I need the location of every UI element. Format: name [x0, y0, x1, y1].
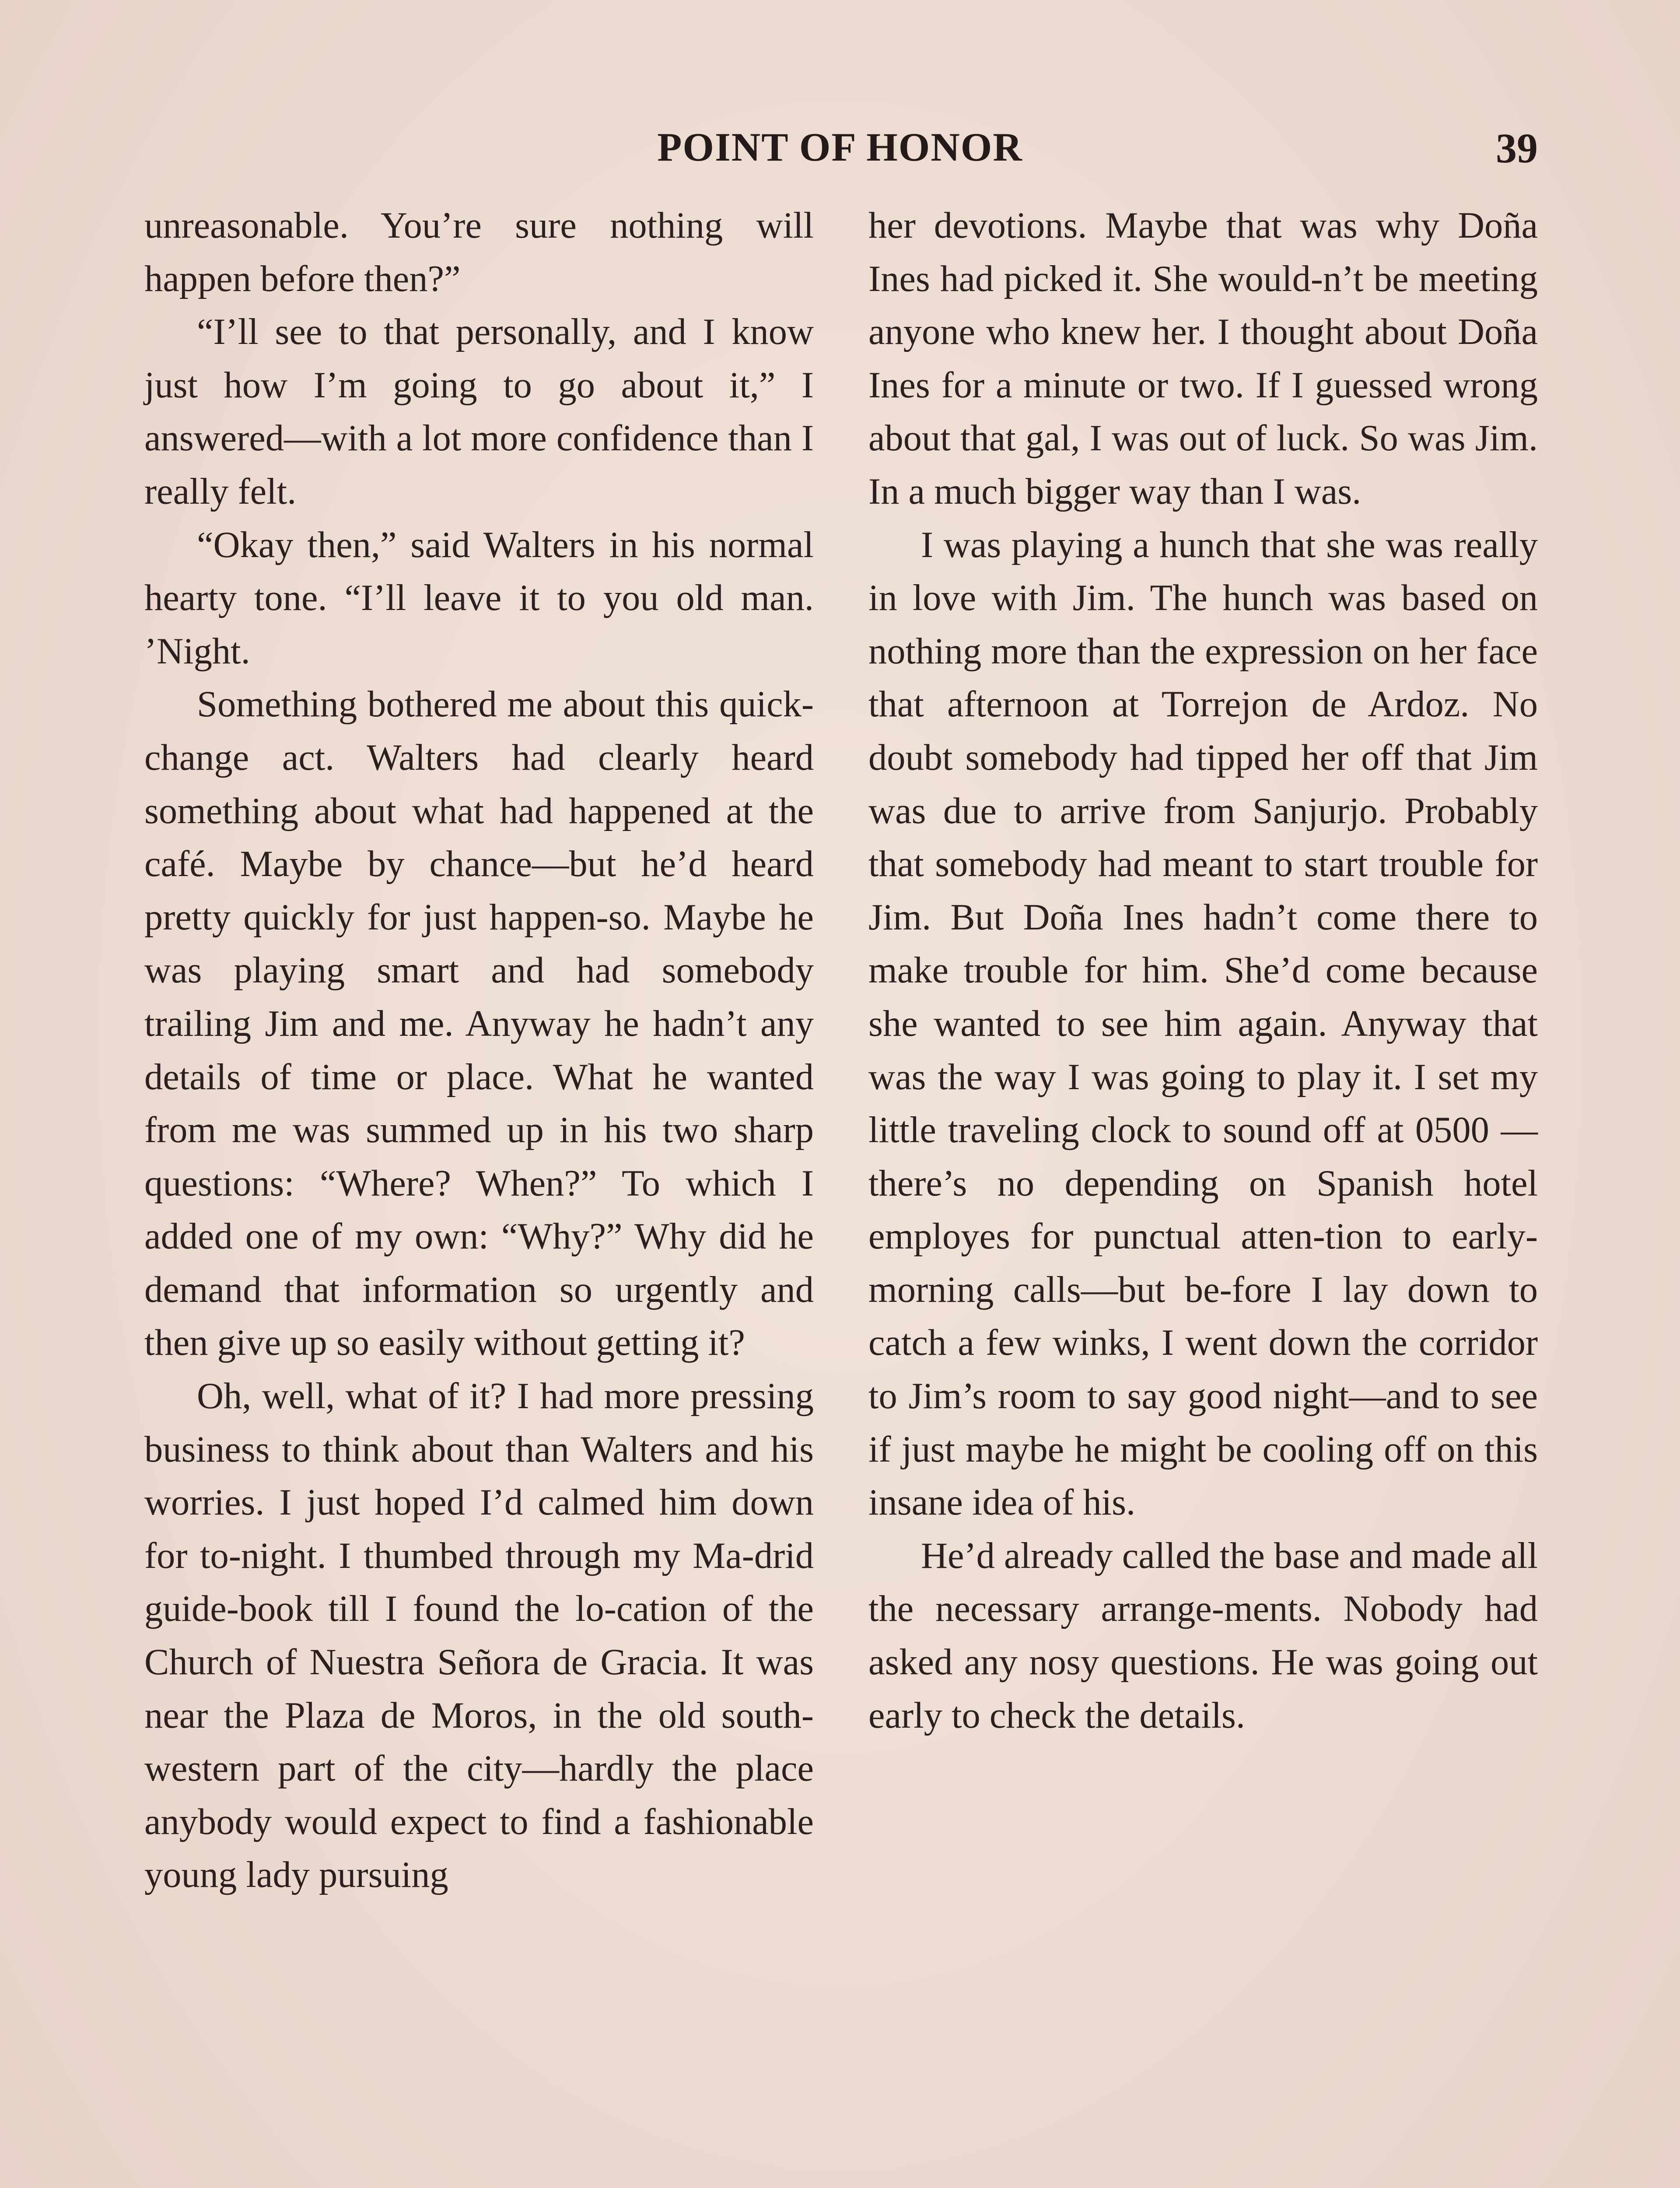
paragraph: Oh, well, what of it? I had more pressing business to think about than Walters and his worries. I just hoped I’d calmed him down for to-night. I thumbed through my Ma-drid guide-book till I found the lo-cation of the Church of Nuestra Señora de Gracia. It was near the Plaza de Moros, in the old south-western part of the city—hardly the place anybody would expect to find a fashionable young lady pursuing	[144, 1376, 814, 1896]
paragraph: I was playing a hunch that she was really in love with Jim. The hunch was based on nothing more than the expression on her face that afternoon at Torrejon de Ardoz. No doubt somebody had tipped her off that Jim was due to arrive from Sanjurjo. Probably that somebody had meant to start trouble for Jim. But Doña Ines hadn’t come there to make trouble for him. She’d come because she wanted to see him again. Anyway that was the way I was going to play it. I set my little traveling clock to sound off at 0500 —there’s no depending on Spanish hotel employes for punctual atten-tion to early-morning calls—but be-fore I lay down to catch a few winks, I went down the corridor to Jim’s room to say good night—and to see if just maybe he might be cooling off on this insane idea of his.	[868, 524, 1538, 1523]
page-number: 39	[1496, 125, 1538, 172]
running-title: POINT OF HONOR	[657, 125, 1023, 169]
paragraph: “I’ll see to that personally, and I know just how I’m going to go about it,” I answered—with a lot more confidence than I really felt.	[144, 312, 814, 512]
left-text-column	[144, 199, 814, 1902]
right-text-column	[868, 199, 1538, 1742]
paragraph: Something bothered me about this quick-change act. Walters had clearly heard something about what had happened at the café. Maybe by chance—but he’d heard pretty quickly for just happen-so. Maybe he was playing smart and had somebody trailing Jim and me. Anyway he hadn’t any details of time or place. What he wanted from me was summed up in his two sharp questions: “Where? When?” To which I added one of my own: “Why?” Why did he demand that information so urgently and then give up so easily without getting it?	[144, 684, 814, 1364]
paragraph: “Okay then,” said Walters in his normal hearty tone. “I’ll leave it to you old man. ’Night.	[144, 524, 814, 672]
paragraph: unreasonable. You’re sure nothing will happen before then?”	[144, 205, 814, 299]
paragraph: her devotions. Maybe that was why Doña Ines had picked it. She would-n’t be meeting anyone who knew her. I thought about Doña Ines for a minute or two. If I guessed wrong about that gal, I was out of luck. So was Jim. In a much bigger way than I was.	[868, 205, 1538, 512]
paragraph: He’d already called the base and made all the necessary arrange-ments. Nobody had asked any nosy questions. He was going out early to check the details.	[868, 1535, 1538, 1736]
